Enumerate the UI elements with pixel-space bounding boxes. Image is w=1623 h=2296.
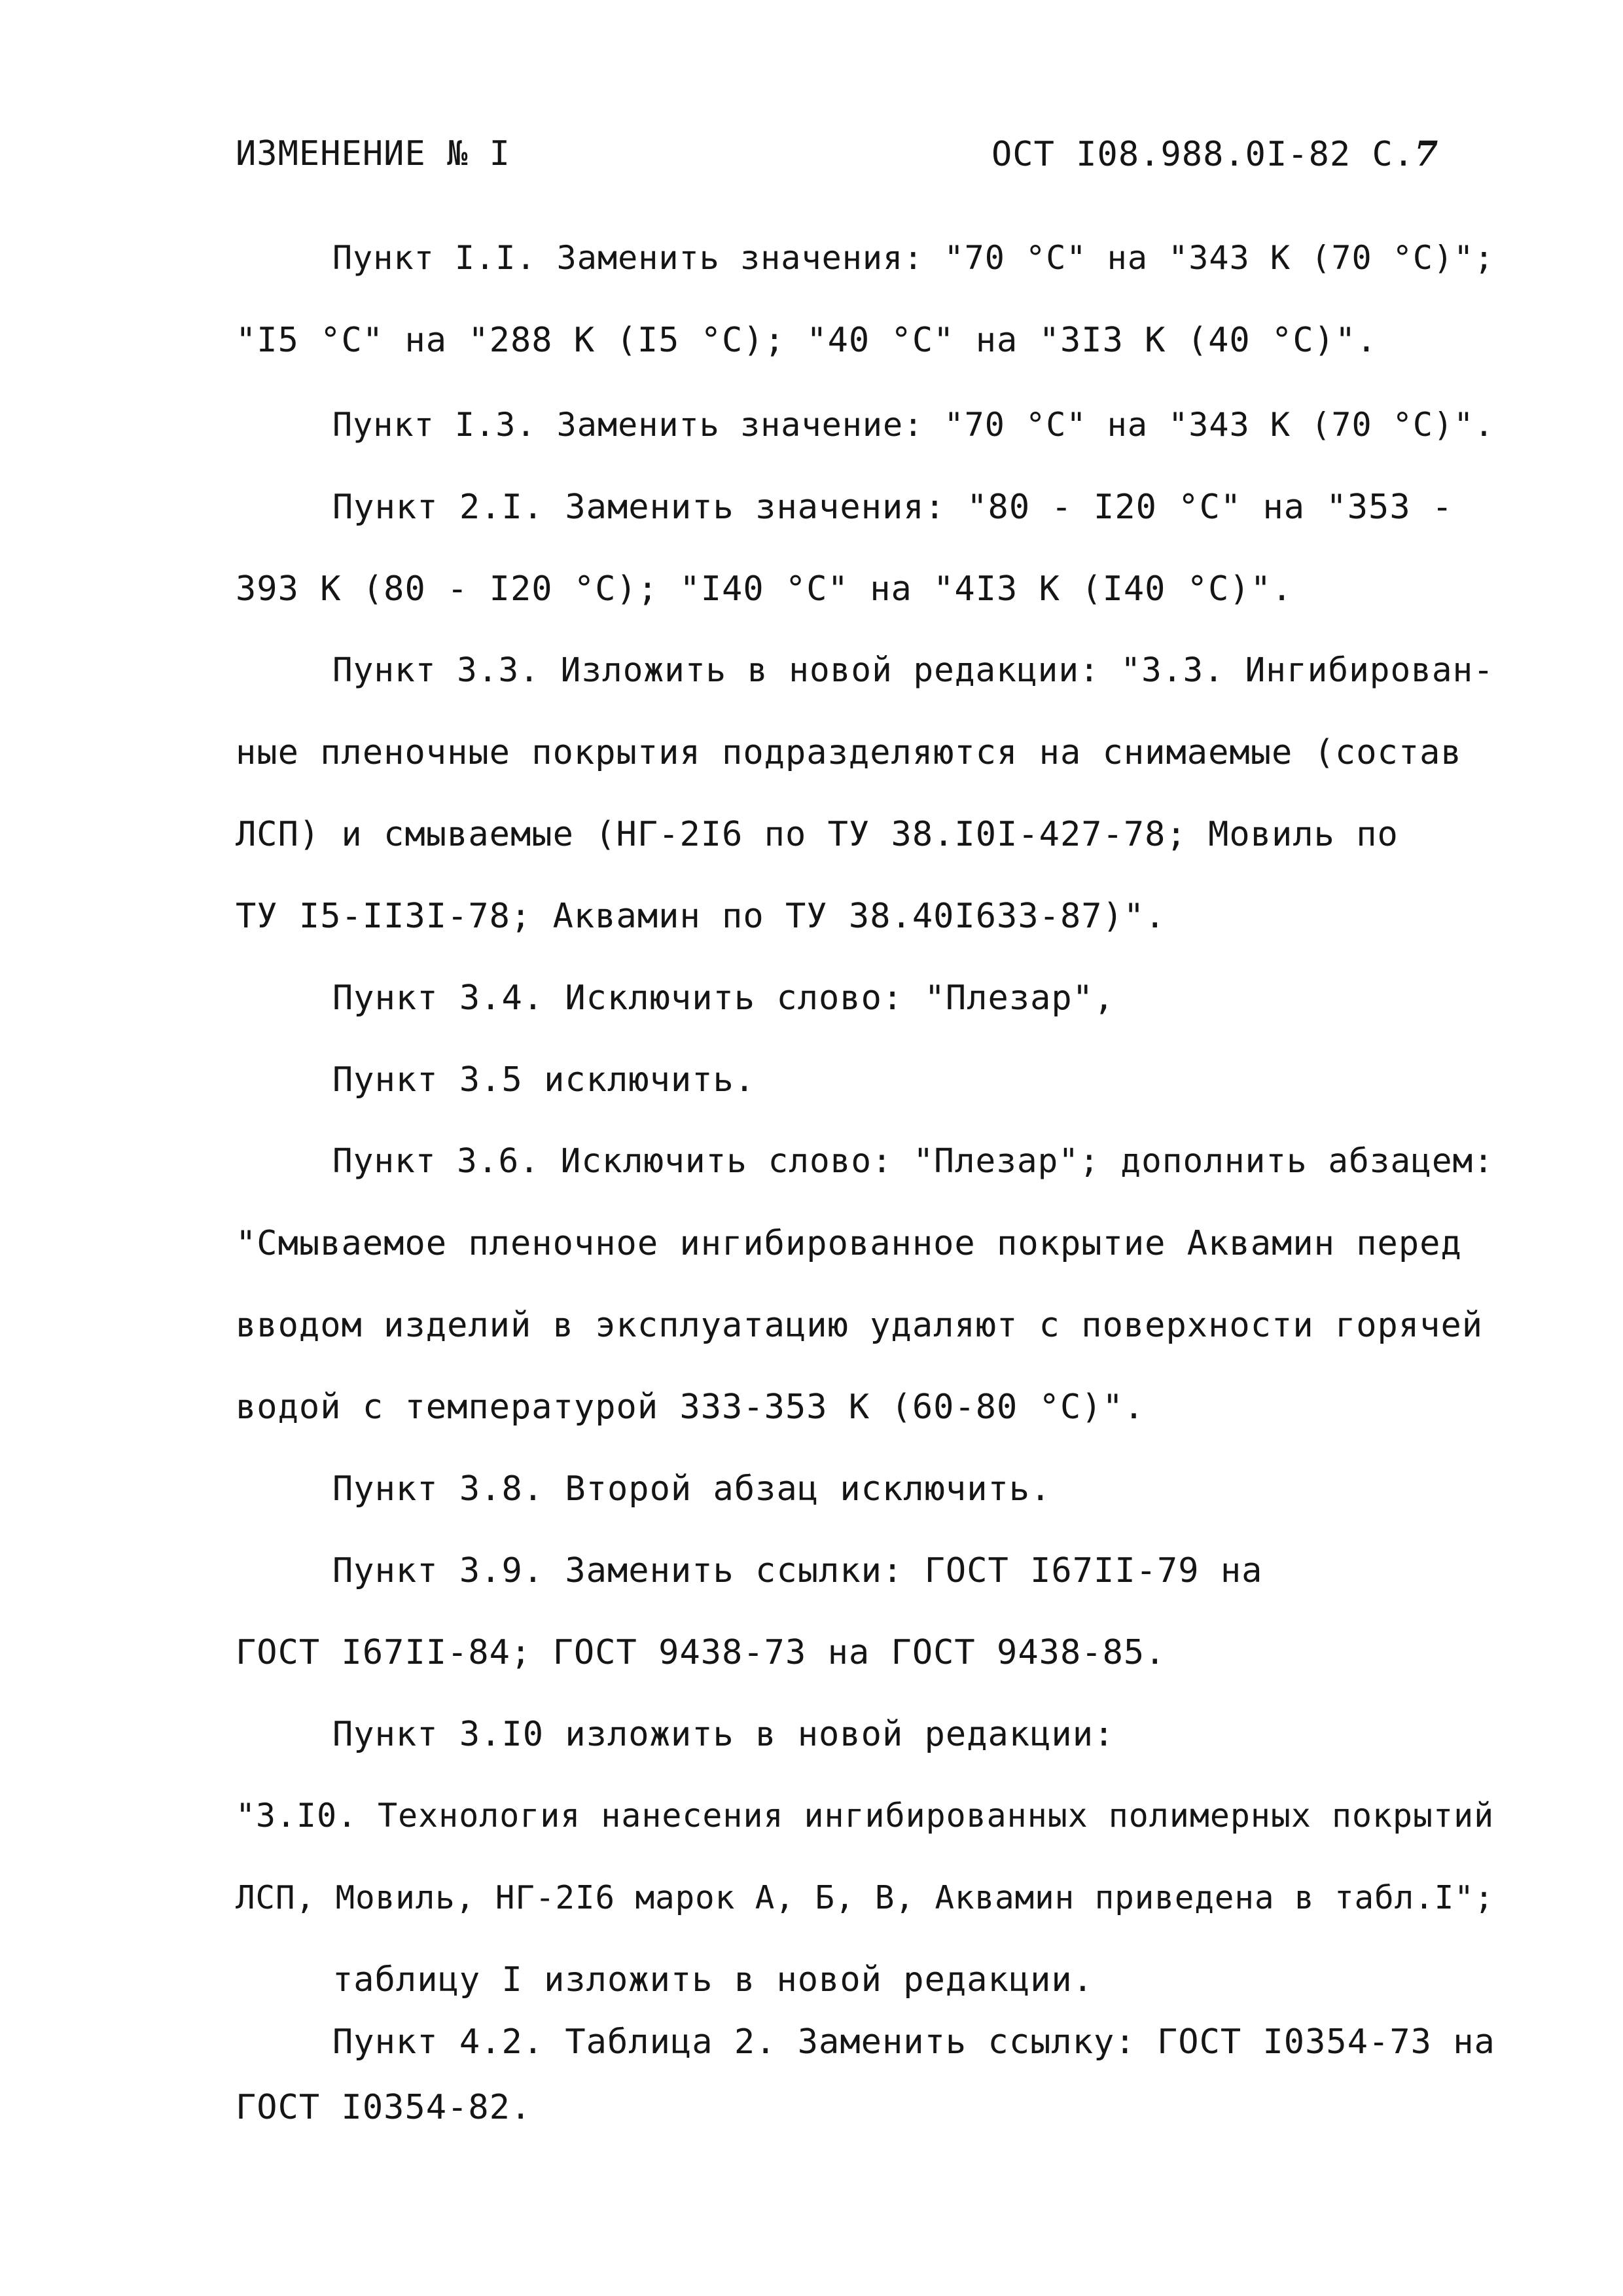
text-line: 393 К (80 - I20 °С); "I40 °С" на "4I3 К (I40 °С)". [236,569,1293,609]
document-code-text: ОСТ I08.988.0I-82 С. [991,135,1415,174]
text-line: Пункт 3.3. Изложить в новой редакции: "3.3. Ингибирован- [332,651,1494,690]
text-line: Пункт 3.9. Заменить ссылки: ГОСТ I67II-79 на [332,1551,1263,1590]
text-line: Пункт 4.2. Таблица 2. Заменить ссылку: ГОСТ I0354-73 на [332,2022,1495,2062]
text-line: Пункт I.I. Заменить значения: "70 °С" на "343 К (70 °С)"; [332,239,1495,277]
document-code [991,134,1438,174]
page-number: 7 [1414,134,1439,174]
text-line: вводом изделий в эксплуатацию удаляют с поверхности горячей [236,1306,1484,1345]
change-number-heading: ИЗМЕНЕНИЕ № I [236,134,510,173]
text-line: "Смываемое пленочное ингибированное покрытие Аквамин перед [236,1224,1462,1263]
text-line: Пункт I.3. Заменить значение: "70 °С" на "343 К (70 °С)". [332,406,1495,444]
text-line: Пункт 2.I. Заменить значения: "80 - I20 °С" на "353 - [332,488,1454,527]
text-line: ГОСТ I0354-82. [236,2088,532,2127]
text-line: Пункт 3.4. Исключить слово: "Плезар", [332,978,1115,1018]
text-line: Пункт 3.5 исключить. [332,1060,756,1100]
text-line: Пункт 3.8. Второй абзац исключить. [332,1469,1052,1509]
text-line: Пункт 3.I0 изложить в новой редакции: [332,1715,1115,1754]
text-line: "I5 °С" на "288 К (I5 °С); "40 °С" на "3I3 К (40 °С)". [236,321,1378,360]
text-line: "3.I0. Технология нанесения ингибированных полимерных покрытий [236,1797,1495,1835]
text-line: таблицу I изложить в новой редакции. [332,1960,1094,2000]
text-line: Пункт 3.6. Исключить слово: "Плезар"; дополнить абзацем: [332,1142,1494,1181]
text-line: водой с температурой 333-353 К (60-80 °С)". [236,1388,1145,1427]
text-line: ГОСТ I67II-84; ГОСТ 9438-73 на ГОСТ 9438-85. [236,1633,1166,1672]
text-line: ТУ I5-II3I-78; Аквамин по ТУ 38.40I633-87)". [236,897,1166,936]
text-line: ные пленочные покрытия подразделяются на снимаемые (состав [236,733,1462,772]
text-line: ЛСП) и смываемые (НГ-2I6 по ТУ 38.I0I-427-78; Мовиль по [236,815,1399,854]
text-line: ЛСП, Мовиль, НГ-2I6 марок А, Б, В, Аквамин приведена в табл.I"; [236,1878,1495,1916]
